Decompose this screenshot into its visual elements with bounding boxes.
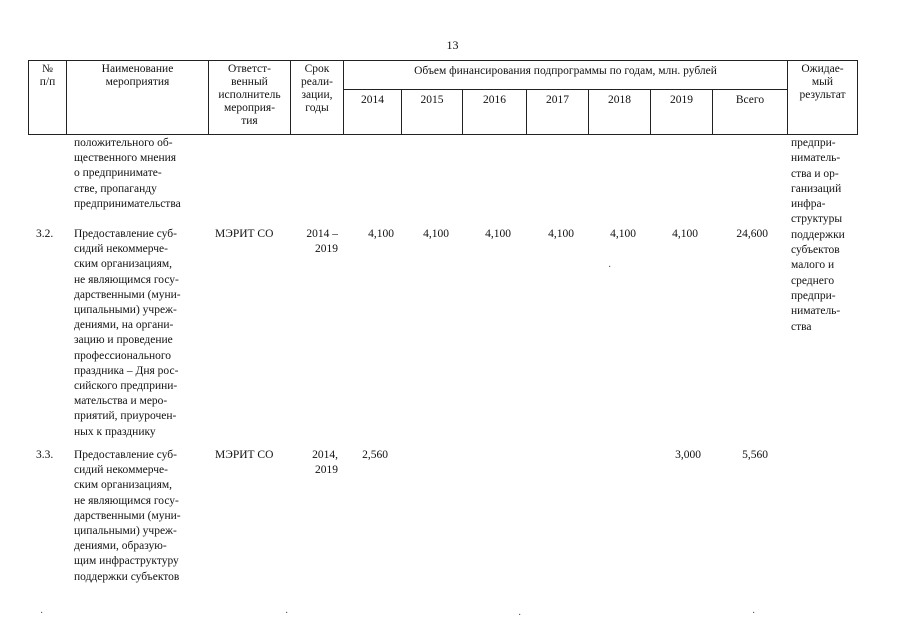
header-executor: Ответст- венный исполнитель мероприя- тия xyxy=(218,63,281,127)
row-executor: МЭРИТ СО xyxy=(215,449,274,461)
row-number: 3.2. xyxy=(36,228,54,240)
header-bottom-border xyxy=(28,134,858,135)
col-border xyxy=(857,60,858,135)
row-value-2019: 4,100 xyxy=(672,228,698,240)
row-name: Предоставление суб- сидий некоммерче- ским организациям, не являющимся госу- дарственными (муни- ципальными) учреж- дениями, образую- щим инфраструктуру поддержки субъектов xyxy=(74,449,181,583)
header-year: 2015 xyxy=(420,94,444,106)
row-value-2017: 4,100 xyxy=(548,228,574,240)
row-value-total: 24,600 xyxy=(736,228,768,240)
row-value-2018: 4,100 xyxy=(610,228,636,240)
header-year: 2019 xyxy=(670,94,693,106)
row-value-2014: 2,560 xyxy=(362,449,388,461)
years-divider xyxy=(343,89,787,90)
row-value-2016: 4,100 xyxy=(485,228,511,240)
row-executor: МЭРИТ СО xyxy=(215,228,274,240)
header-financing: Объем финансирования подпрограммы по годам, млн. рублей xyxy=(414,65,717,77)
scan-speck: · xyxy=(40,608,44,619)
header-term: Срок реали- зации, годы xyxy=(301,63,333,114)
scan-speck: · xyxy=(752,608,756,619)
row-value-2015: 4,100 xyxy=(423,228,449,240)
row-term: 2014, 2019 xyxy=(312,449,338,477)
scan-speck: · xyxy=(518,610,522,621)
header-year: 2017 xyxy=(546,94,569,106)
page-number: 13 xyxy=(446,38,459,52)
header-year: 2018 xyxy=(608,94,631,106)
scan-speck: · xyxy=(608,262,612,273)
row-name: Предоставление суб- сидий некоммерче- ским организациям, не являющимся госу- дарственными (муни- ципальными) учреж- дениями, на органи- зацию и проведение профессионального праздника – Дня рос- сийского предприни- мательства и меро- приятий, приурочен- ных к празднику xyxy=(74,228,181,438)
header-num: № п/п xyxy=(39,63,56,88)
header-top-border xyxy=(28,60,858,61)
header-total: Всего xyxy=(735,94,765,106)
continuation-name: положительного об- щественного мнения о предпринимате- стве, пропаганду предпринимательства xyxy=(74,137,181,210)
row-value-2019: 3,000 xyxy=(675,449,701,461)
row-term: 2014 – 2019 xyxy=(306,228,338,256)
header-name: Наименование мероприятия xyxy=(101,63,174,88)
continuation-result: предпри- ниматель- ства и ор- ганизаций инфра- структуры поддержки субъектов малого и среднего предпри- ниматель- ства xyxy=(791,137,845,333)
header-year: 2014 xyxy=(361,94,384,106)
row-value-2014: 4,100 xyxy=(368,228,394,240)
header-year: 2016 xyxy=(483,94,506,106)
header-result: Ожидае- мый результат xyxy=(799,63,846,101)
row-number: 3.3. xyxy=(36,449,54,461)
scan-speck: · xyxy=(285,608,289,619)
row-value-total: 5,560 xyxy=(742,449,768,461)
